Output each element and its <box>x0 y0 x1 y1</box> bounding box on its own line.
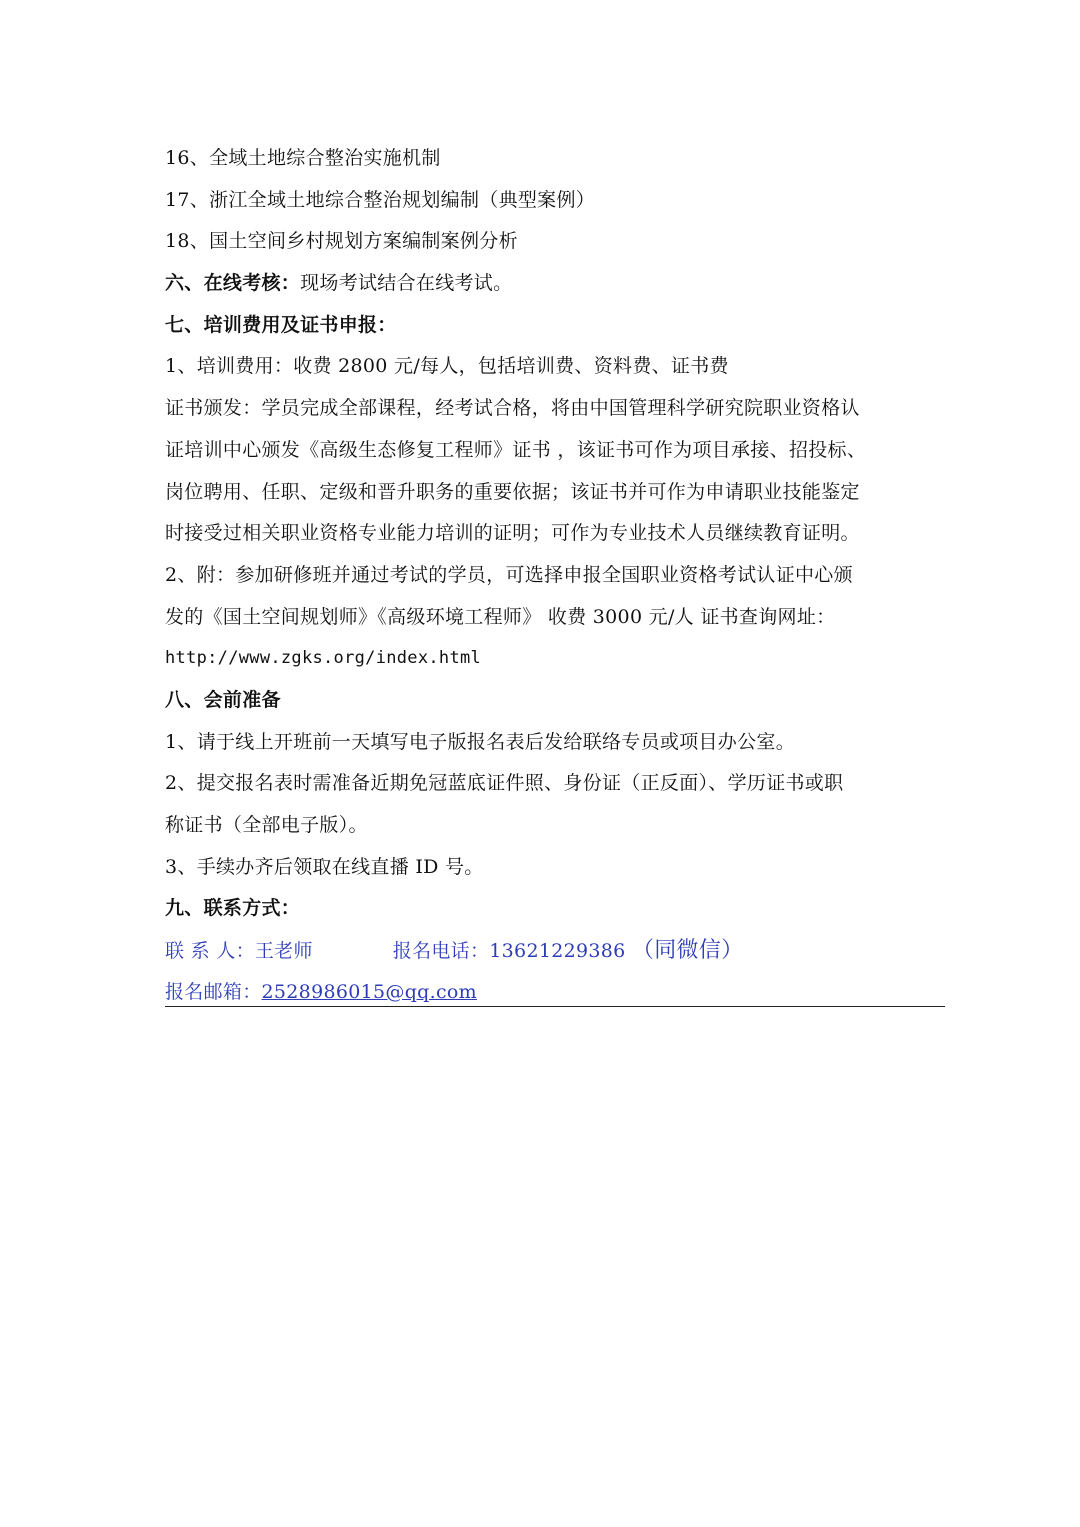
email-link[interactable]: 2528986015@qq.com <box>261 980 477 1003</box>
paragraph-line: 称证书（全部电子版）。 <box>165 814 368 836</box>
fee-line: 1、培训费用：收费 2800 元/每人，包括培训费、资料费、证书费 <box>165 355 729 378</box>
contact-line <box>165 930 945 972</box>
section-heading: 九、联系方式： <box>165 897 301 920</box>
list-item: 16、全域土地综合整治实施机制 <box>165 147 441 169</box>
paragraph-line: 岗位聘用、任职、定级和晋升职务的重要依据；该证书并可作为申请职业技能鉴定 <box>165 480 860 503</box>
wechat-note: （同微信） <box>631 938 744 964</box>
paragraph-line: 2、附：参加研修班并通过考试的学员，可选择申报全国职业资格考试认证中心颁 <box>165 563 853 586</box>
paragraph-line: 1、请于线上开班前一天填写电子版报名表后发给联络专员或项目办公室。 <box>165 730 795 753</box>
section-text: 现场考试结合在线考试。 <box>300 272 513 295</box>
paragraph-line: 2、提交报名表时需准备近期免冠蓝底证件照、身份证（正反面）、学历证书或职 <box>165 772 844 795</box>
bottom-divider <box>165 1006 945 1007</box>
document-page <box>165 138 945 1013</box>
contact-person: 联 系 人：王老师 <box>165 940 313 963</box>
section-online-exam <box>165 263 945 305</box>
email-label: 报名邮箱： <box>165 980 262 1003</box>
email-line <box>165 972 945 1014</box>
section-heading: 七、培训费用及证书申报： <box>165 313 397 336</box>
cert-query-url[interactable]: http://www.zgks.org/index.html <box>165 648 482 669</box>
paragraph-line: 时接受过相关职业资格专业能力培训的证明；可作为专业技术人员继续教育证明。 <box>165 522 860 545</box>
paragraph-line: 证书颁发：学员完成全部课程，经考试合格，将由中国管理科学研究院职业资格认 <box>165 397 860 420</box>
paragraph-line: 证培训中心颁发《高级生态修复工程师》证书 ，该证书可作为项目承接、招投标、 <box>165 438 867 461</box>
paragraph-line: 发的《国土空间规划师》《高级环境工程师》 收费 3000 元/人 证书查询网址： <box>165 605 836 628</box>
section-heading: 八、会前准备 <box>165 688 281 711</box>
list-item: 18、国土空间乡村规划方案编制案例分析 <box>165 230 518 253</box>
paragraph-line: 3、手续办齐后领取在线直播 ID 号。 <box>165 855 484 878</box>
contact-phone: 报名电话：13621229386 <box>392 940 626 963</box>
list-item: 17、浙江全域土地综合整治规划编制（典型案例） <box>165 188 596 211</box>
section-heading: 六、在线考核： <box>165 272 301 295</box>
